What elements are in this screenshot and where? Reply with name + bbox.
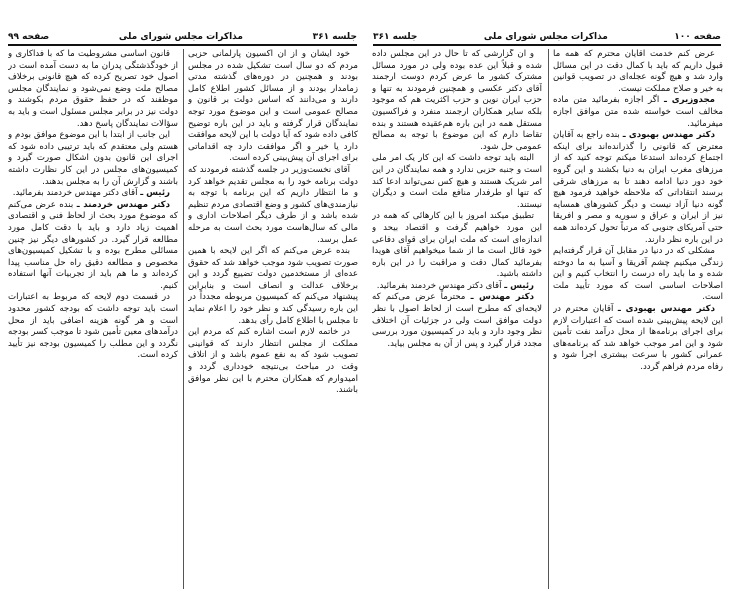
paragraph bbox=[372, 211, 542, 281]
paragraph bbox=[553, 304, 723, 374]
paragraph bbox=[8, 130, 178, 188]
page-header bbox=[373, 28, 721, 46]
paragraph-text: قانون اساسی مشروطیت ما که با فداکاری و از خودگذشتگی پدران ما به دست آمده است در اصول خود تصریح کرده که هیچ قانونی برخلاف مصالح ملت وضع نمی‌شود و نمایندگان مجلس موظفند که در حفظ حقوق مردم بکوشند و دولت نیز در برابر مجلس مسئول است و باید به سؤالات نمایندگان پاسخ دهد. bbox=[8, 49, 178, 129]
speaker-name: دکتر مهندس بهبودی ـ bbox=[622, 130, 715, 141]
paragraph-text: در خاتمه لازم است اشاره کنم که مردم این مملکت از مجلس انتظار دارند که قوانینی تصویب شود که به نفع عموم باشد و از اتلاف وقت در مباحث بی‌نتیجه خودداری گردد و امیدوارم که همکاران محترم با این نظر موافق باشند. bbox=[188, 327, 358, 396]
paragraph bbox=[188, 246, 358, 327]
paragraph-text: البته باید توجه داشت که این کار یک امر ملی است و جنبه حزبی ندارد و همه نمایندگان در این امر شریک هستند و هیچ کس نمی‌تواند ادعا کند که تنها او طرفدار منافع ملت است و دیگران نیستند. bbox=[372, 153, 542, 210]
paragraph-text: در قسمت دوم لایحه که مربوط به اعتبارات است باید توجه داشت که بودجه کشور محدود است و هر گونه هزینه اضافی باید از محل درآمدهای معین تأمین شود تا موجب کسر بودجه نگردد و این مطلب را کمیسیون بودجه نیز تأیید کرده است. bbox=[8, 292, 178, 361]
paragraph bbox=[188, 165, 358, 246]
paragraph bbox=[372, 49, 542, 153]
speaker-name: مجدوزیری ـ bbox=[663, 95, 715, 106]
column-divider bbox=[183, 49, 184, 589]
paragraph-text: محترماً عرض می‌کنم که لایحه‌ای که مطرح است از لحاظ اصول با نظر دولت موافق است ولی در جزئیات آن اختلاف نظر وجود دارد و باید در کمیسیون مورد بررسی مجدد قرار گیرد و پس از آن به مجلس بیاید. bbox=[372, 292, 542, 349]
paragraph-text: آقای دکتر مهندس خردمند بفرمائید. bbox=[376, 280, 502, 291]
paragraph bbox=[372, 281, 542, 293]
page-number: صفحه ۹۹ bbox=[8, 32, 50, 42]
text-column bbox=[553, 49, 723, 594]
paragraph bbox=[8, 49, 178, 130]
paragraph bbox=[188, 49, 358, 165]
paragraph-text: اگر اجازه بفرمائید متن ماده مخالف است خواسته شده متن موافق اجازه میفرمائید. bbox=[553, 95, 723, 129]
paragraph-text: بنده عرض می‌کنم که موضوع مورد بحث از لحاظ فنی و اقتصادی اهمیت زیاد دارد و باید با دقت کامل مورد مطالعه قرار گیرد. در کشورهای دیگر نیز چنین مسائلی مطرح بوده و با تشکیل کمیسیون‌های مخصوص و مطالعه دقیق راه حل مناسب پیدا کرده‌اند و ما هم باید از تجربیات آنها استفاده کنیم. bbox=[8, 199, 178, 291]
paragraph bbox=[8, 200, 178, 293]
text-column bbox=[372, 49, 542, 594]
page-header bbox=[8, 28, 357, 46]
text-column bbox=[8, 49, 178, 594]
paragraph-text: خود ایشان و از آن اکسیون پارلمانی حزبی مردم که دو سال است تشکیل شده در مجلس بودند و همچنین در دوره‌های گذشته مدتی زمامدار بودند و از مسائل کشور اطلاع کامل دارند و می‌دانند که اساس دولت بر قانون و مصالح عمومی است و این موضوع مورد توجه نمایندگان قرار گرفته و باید در این باره توضیح کافی داده شود که آیا دولت با این لایحه موافقت دارد یا خیر و اگر موافقت دارد چه اقداماتی برای اجرای آن پیش‌بینی کرده است. bbox=[188, 49, 358, 164]
session-number: جلسه ۳۶۱ bbox=[312, 32, 357, 42]
paragraph bbox=[553, 130, 723, 246]
page-number: صفحه ۱۰۰ bbox=[674, 32, 721, 42]
speaker-name: رئیس ـ bbox=[504, 280, 534, 291]
paragraph-text: مشکلی که در دنیا در مقابل آن قرار گرفته‌ایم زندگی میکنیم چشم آفریقا و آسیا به ما دوخته شده و ما باید راه درست را انتخاب کنیم و این اصلاحات اساسی است که مورد تأیید ملت است. bbox=[553, 246, 723, 303]
paragraph-text: این جانب از ابتدا با این موضوع موافق بودم و هستم ولی معتقدم که باید ترتیبی داده شود که اجرای این قانون بدون اشکال صورت گیرد و کمیسیون‌های مجلس در این کار نظارت داشته باشند و گزارش آن را به مجلس بدهند. bbox=[8, 130, 178, 187]
paragraph bbox=[372, 292, 542, 350]
speaker-name: دکتر مهندس خردمند ـ bbox=[76, 199, 170, 210]
paragraph bbox=[553, 246, 723, 304]
speaker-name: دکتر مهندس ـ bbox=[470, 292, 534, 303]
paragraph-text: بنده راجع به آقایان معترض که قانونی را گذرانده‌اند برای اینکه اجتماع کرده‌اند استدعا میکنم توجه کنید که از مرزهای مغرب ایران به دنیا بکشند و این گروه خود دور دنیا ادامه دهند تا به مرزهای شرقی برسند انتقاداتی که ملاحظه خواهید فرمود هیچ گونه دنیا آزاد نیست و دیگر کشورهای همسایه نیز از ایران و عراق و سوریه و مصر و افریقا حتی آمریکای جنوبی که مرتباً تحول کرده‌اند همه در این باره نظر دارند. bbox=[553, 130, 723, 245]
paragraph bbox=[8, 292, 178, 362]
paragraph-text: تطبیق میکند امروز با این کارهائی که همه در این مورد خواهیم گرفت و اقتصاد بیحد و اندازه‌ای است که ملت ایران برای قوای دفاعی خود قائل است ما از شما میخواهیم آقای هویدا بفرمائید کمال دقت و مراقبت را در این باره داشته باشید. bbox=[372, 211, 542, 280]
paragraph-text: بنده عرض می‌کنم که اگر این لایحه با همین صورت تصویب شود موجب خواهد شد که حقوق عده‌ای از مستخدمین دولت تضییع گردد و این برخلاف عدالت و انصاف است و بنابراین پیشنهاد می‌کنم که کمیسیون مربوطه مجدداً در این باره رسیدگی کند و نظر خود را اعلام نماید تا مجلس با اطلاع کامل رأی بدهد. bbox=[188, 246, 358, 326]
speaker-name: رئیس ـ bbox=[140, 188, 170, 199]
paragraph-text: و آن گزارشی که تا حال در این مجلس داده شده و قبلاً این عده بوده ولی در مورد مسائل مشترک کشور ما عرض کردم دوست ارجمند آقای دکتر عکسی و همچنین فرمودند به تنها و حزب ایران نوین و حزب اکثریت هم که موجود بلکه سایر همکاران ارجمند منفرد و فراکسیون مستقل همه در این باره هم‌عقیده هستند و بنده تقاضا دارم که این موضوع با توجه به مصالح عمومی حل شود. bbox=[372, 49, 542, 152]
paragraph bbox=[553, 95, 723, 130]
paragraph bbox=[372, 153, 542, 211]
paragraph-text: آقای نخست‌وزیر در جلسه گذشته فرمودند که دولت برنامه خود را به مجلس تقدیم خواهد کرد و ما انتظار داریم که این برنامه با توجه به نیازمندی‌های کشور و وضع اقتصادی مردم تنظیم شده باشد و از طرف دیگر اصلاحات اداری و مالی که سال‌هاست مورد بحث است به مرحله عمل برسد. bbox=[188, 164, 358, 245]
publication-title: مذاکرات مجلس شورای ملی bbox=[118, 32, 243, 42]
paragraph bbox=[8, 188, 178, 200]
paragraph-text: آقای دکتر مهندس خردمند بفرمائید. bbox=[12, 188, 138, 199]
speaker-name: دکتر مهندس بهبودی ـ bbox=[617, 304, 715, 315]
publication-title: مذاکرات مجلس شورای ملی bbox=[483, 32, 608, 42]
paragraph-text: عرض کنم خدمت آقایان محترم که همه ما قبول داریم که باید با کمال دقت در این مسائل وارد شد و هیچ گونه عجله‌ای در تصویب قوانین به خیر و صلاح مملکت نیست. bbox=[553, 49, 723, 94]
text-column bbox=[188, 49, 358, 594]
right-page bbox=[365, 0, 729, 600]
session-number: جلسه ۳۶۱ bbox=[373, 32, 418, 42]
paragraph bbox=[188, 327, 358, 397]
column-divider bbox=[548, 49, 549, 589]
paragraph bbox=[553, 49, 723, 95]
paragraph-text: آقایان محترم در این لایحه پیش‌بینی شده است که اعتبارات لازم برای اجرای برنامه‌ها از محل درآمد نفت تأمین شود و این امر موجب خواهد شد که برنامه‌های عمرانی کشور با سرعت بیشتری اجرا شود و رفاه مردم فراهم گردد. bbox=[553, 304, 723, 373]
